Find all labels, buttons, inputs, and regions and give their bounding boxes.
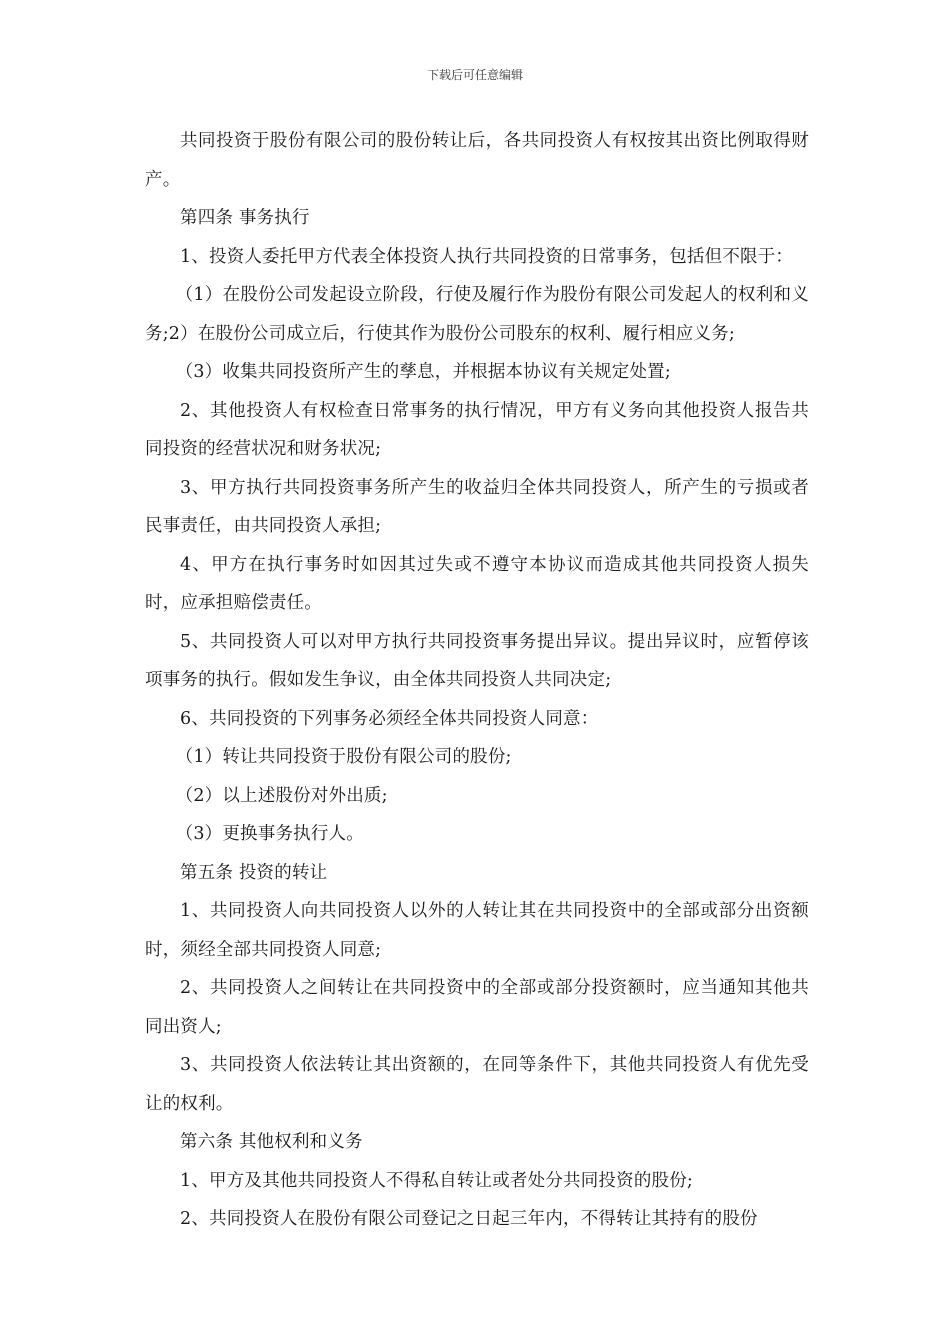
paragraph: 3、共同投资人依法转让其出资额的，在同等条件下，其他共同投资人有优先受让的权利。 <box>145 1055 809 1114</box>
article-heading: 第四条 事务执行 <box>180 208 310 228</box>
paragraph: 1、共同投资人向共同投资人以外的人转让其在共同投资中的全部或部分出资额时，须经全部共同投资人同意; <box>145 901 809 960</box>
paragraph: 1、甲方及其他共同投资人不得私自转让或者处分共同投资的股份; <box>180 1170 694 1191</box>
paragraph: 3、甲方执行共同投资事务所产生的收益归全体共同投资人，所产生的亏损或者民事责任，由共同投资人承担; <box>145 477 809 536</box>
paragraph: 共同投资于股份有限公司的股份转让后，各共同投资人有权按其出资比例取得财产。 <box>145 131 809 190</box>
sub-clause: （3）更换事务执行人。 <box>175 824 364 844</box>
paragraph: 2、共同投资人在股份有限公司登记之日起三年内，不得转让其持有的股份 <box>180 1209 758 1229</box>
paragraph: 1、投资人委托甲方代表全体投资人执行共同投资的日常事务，包括但不限于： <box>180 246 794 267</box>
paragraph: 5、共同投资人可以对甲方执行共同投资事务提出异议。提出异议时，应暂停该项事务的执行。假如发生争议，由全体共同投资人共同决定; <box>145 631 809 690</box>
article-heading: 第五条 投资的转让 <box>180 862 328 883</box>
paragraph: 6、共同投资的下列事务必须经全体共同投资人同意： <box>180 708 599 729</box>
sub-clause: （3）收集共同投资所产生的孳息，并根据本协议有关规定处置; <box>175 362 671 382</box>
sub-clause: （1）在股份公司发起设立阶段，行使及履行作为股份有限公司发起人的权利和义务;2）在股份公司成立后，行使其作为股份公司股东的权利、履行相应义务; <box>145 285 809 344</box>
paragraph: 2、其他投资人有权检查日常事务的执行情况，甲方有义务向其他投资人报告共同投资的经营状况和财务状况; <box>145 400 809 459</box>
page-header-note: 下载后可任意编辑 <box>426 68 523 82</box>
document-body <box>145 122 809 1239</box>
article-heading: 第六条 其他权利和义务 <box>180 1132 363 1152</box>
paragraph: 2、共同投资人之间转让在共同投资中的全部或部分投资额时，应当通知其他共同出资人; <box>145 978 809 1037</box>
sub-clause: （1）转让共同投资于股份有限公司的股份; <box>175 747 512 767</box>
paragraph: 4、甲方在执行事务时如因其过失或不遵守本协议而造成其他共同投资人损失时，应承担赔偿责任。 <box>145 554 809 613</box>
sub-clause: （2）以上述股份对外出质; <box>175 785 388 806</box>
